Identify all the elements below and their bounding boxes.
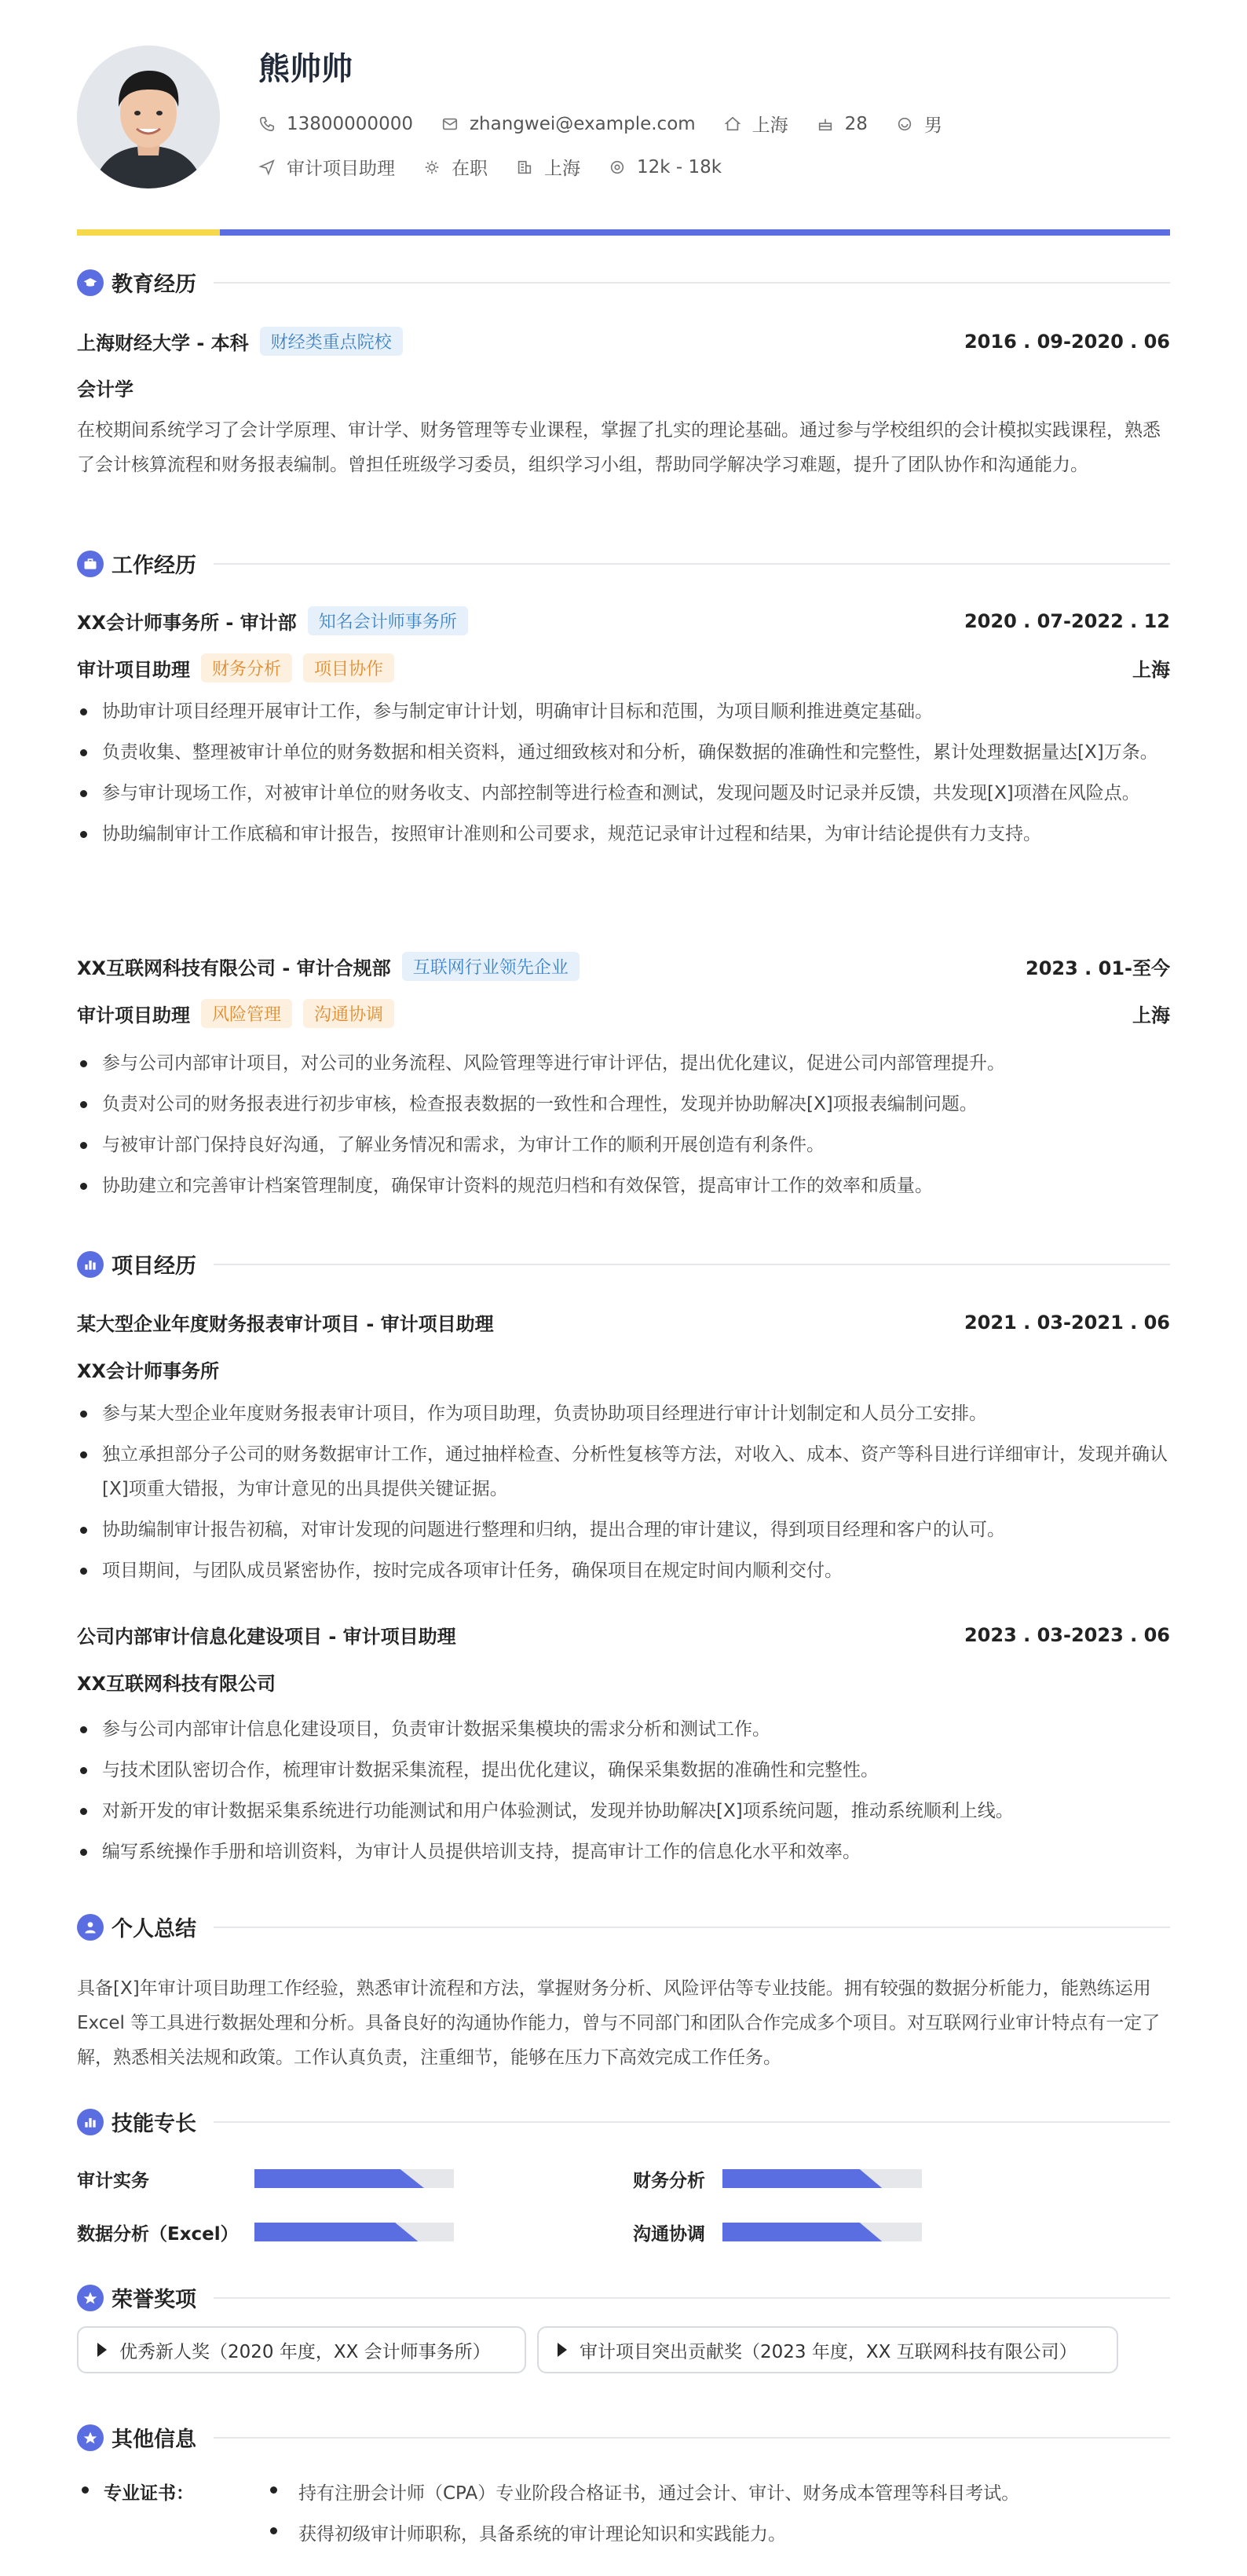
project-date: 2021 . 03-2021 . 06	[964, 1311, 1170, 1334]
project-org: XX会计师事务所	[77, 1360, 220, 1382]
target-city-text: 上海	[544, 159, 580, 179]
section-title: 技能专长	[112, 2112, 196, 2136]
school-name: 上海财经大学 - 本科	[77, 332, 249, 354]
education-date: 2016 . 09-2020 . 06	[964, 330, 1170, 353]
section-other	[77, 2422, 1170, 2453]
building-icon	[516, 159, 533, 176]
list-item: 协助编制审计报告初稿，对审计发现的问题进行整理和归纳，提出合理的审计建议，得到项目经理和客户的认可。	[77, 1513, 1170, 1547]
briefcase-icon	[77, 551, 104, 577]
skill-bar-fill	[722, 2223, 882, 2241]
position-item	[258, 154, 395, 180]
skill-bar-fill	[722, 2169, 882, 2188]
list-item: 参与审计现场工作，对被审计单位的财务收支、内部控制等进行检查和测试，发现问题及时记录并反馈，共发现[X]项潜在风险点。	[77, 776, 1170, 810]
city-text: 上海	[751, 115, 788, 136]
skill-label: 数据分析（Excel）	[77, 2224, 239, 2245]
cert-item: 持有注册会计师（CPA）专业阶段合格证书，通过会计、审计、财务成本管理等科目考试。	[298, 2483, 1020, 2504]
list-item: 参与公司内部审计信息化建设项目，负责审计数据采集模块的需求分析和测试工作。	[77, 1712, 1170, 1747]
skill-tag: 项目协作	[303, 653, 394, 682]
project-name: 某大型企业年度财务报表审计项目 - 审计项目助理	[77, 1313, 494, 1335]
project-bullets	[77, 1396, 1170, 1588]
job-intent-row	[258, 154, 750, 180]
candidate-name: 熊帅帅	[258, 51, 353, 87]
job-bullets	[77, 1046, 1170, 1203]
project-header	[77, 1621, 1170, 1648]
header-divider	[77, 229, 1170, 236]
play-icon	[558, 2343, 567, 2357]
honor-chip	[537, 2326, 1118, 2373]
list-item: 协助编制审计工作底稿和审计报告，按照审计准则和公司要求，规范记录审计过程和结果，为审计结论提供有力支持。	[77, 817, 1170, 851]
age-text: 28	[844, 113, 868, 134]
project-org-row	[77, 1356, 1170, 1383]
list-item: 负责对公司的财务报表进行初步审核，检查报表数据的一致性和合理性，发现并协助解决[X]项报表编制问题。	[77, 1087, 1170, 1122]
project-org-row	[77, 1668, 1170, 1696]
skill-item	[633, 2219, 705, 2245]
list-item: 独立承担部分子公司的财务数据审计工作，通过抽样检查、分析性复核等方法，对收入、成本、资产等科目进行详细审计，发现并确认[X]项重大错报，为审计意见的出具提供关键证据。	[77, 1437, 1170, 1506]
skill-bar	[254, 2223, 454, 2241]
section-skills	[77, 2106, 1170, 2137]
company-name: XX会计师事务所 - 审计部	[77, 612, 297, 634]
salary-item	[609, 157, 722, 177]
honor-text: 审计项目突出贡献奖（2023 年度，XX 互联网科技有限公司）	[580, 2341, 1077, 2362]
job-header	[77, 952, 1170, 981]
phone-item	[258, 114, 413, 134]
school-tag: 财经类重点院校	[260, 327, 403, 356]
list-item: 参与公司内部审计项目，对公司的业务流程、风险管理等进行审计评估，提出优化建议，促进公司内部管理提升。	[77, 1046, 1170, 1081]
summary-text: 具备[X]年审计项目助理工作经验，熟悉审计流程和方法，掌握财务分析、风险评估等专业技能。拥有较强的数据分析能力，能熟练运用 Excel 等工具进行数据处理和分析。具备良好的沟通协作能力，曾与不同部门和团队合作完成多个项目。对互联网行业审计特点有一定了解，熟悉相关法规和政策。工作认真负责，注重细节，能够在压力下高效完成工作任务。	[77, 1978, 1161, 2068]
project-date: 2023 . 03-2023 . 06	[964, 1623, 1170, 1646]
cake-icon	[817, 115, 834, 133]
email-item	[441, 114, 696, 134]
company-name: XX互联网科技有限公司 - 审计合规部	[77, 957, 391, 979]
company-tag: 知名会计师事务所	[308, 606, 468, 635]
job-location: 上海	[1132, 1004, 1170, 1026]
education-header	[77, 327, 1170, 356]
section-honors	[77, 2282, 1170, 2313]
section-projects	[77, 1249, 1170, 1279]
gender-text: 男	[923, 115, 942, 136]
send-icon	[258, 159, 276, 176]
section-summary	[77, 1912, 1170, 1942]
skill-label: 沟通协调	[633, 2224, 705, 2245]
skill-tag: 沟通协调	[303, 999, 394, 1028]
phone-icon	[258, 115, 276, 133]
mail-icon	[441, 115, 459, 133]
award-icon	[77, 2424, 104, 2451]
target-city-item	[516, 154, 580, 180]
status-text: 在职	[452, 159, 488, 179]
section-title: 项目经历	[112, 1254, 196, 1279]
section-title: 个人总结	[112, 1917, 196, 1941]
skill-bar	[722, 2169, 922, 2188]
position-text: 审计项目助理	[287, 159, 395, 179]
email-text: zhangwei@example.com	[469, 113, 696, 134]
project-bullets	[77, 1712, 1170, 1869]
skill-bar	[722, 2223, 922, 2241]
gear-icon	[423, 159, 441, 176]
education-desc: 在校期间系统学习了会计学原理、审计学、财务管理等专业课程，掌握了扎实的理论基础。通过参与学校组织的会计模拟实践课程，熟悉了会计核算流程和财务报表编制。曾担任班级学习委员，组织学习小组，帮助同学解决学习难题，提升了团队协作和沟通能力。	[77, 420, 1161, 475]
list-item: 与技术团队密切合作，梳理审计数据采集流程，提出优化建议，确保采集数据的准确性和完整性。	[77, 1753, 1170, 1787]
skill-bar-fill	[254, 2169, 424, 2188]
section-work	[77, 548, 1170, 579]
job-role: 审计项目助理	[77, 1004, 190, 1026]
list-item: 与被审计部门保持良好沟通，了解业务情况和需求，为审计工作的顺利开展创造有利条件。	[77, 1128, 1170, 1162]
salary-text: 12k - 18k	[637, 156, 722, 177]
user-icon	[77, 1914, 104, 1941]
job-date: 2020 . 07-2022 . 12	[964, 609, 1170, 632]
section-title: 教育经历	[112, 273, 196, 297]
gender-icon	[896, 115, 913, 133]
phone-text: 13800000000	[287, 113, 413, 134]
coin-icon	[609, 159, 626, 176]
project-org: XX互联网科技有限公司	[77, 1673, 276, 1695]
major-name: 会计学	[77, 379, 133, 401]
job-role-row	[77, 653, 1170, 682]
job-role-row	[77, 999, 1170, 1028]
list-item: 协助审计项目经理开展审计工作，参与制定审计计划，明确审计目标和范围，为项目顺利推进奠定基础。	[77, 694, 1170, 729]
avatar	[77, 46, 220, 188]
skill-item	[77, 2219, 239, 2245]
job-location: 上海	[1132, 659, 1170, 681]
job-header	[77, 606, 1170, 635]
skill-label: 财务分析	[633, 2171, 705, 2191]
project-name: 公司内部审计信息化建设项目 - 审计项目助理	[77, 1626, 456, 1648]
gender-item	[896, 111, 942, 137]
honor-chip	[77, 2326, 526, 2373]
section-title: 其他信息	[112, 2428, 196, 2452]
play-icon	[97, 2343, 107, 2357]
list-item: 参与某大型企业年度财务报表审计项目，作为项目助理，负责协助项目经理进行审计计划制定和人员分工安排。	[77, 1396, 1170, 1431]
status-item	[423, 154, 488, 180]
company-tag: 互联网行业领先企业	[402, 952, 580, 981]
contact-row	[258, 111, 971, 137]
cert-label: 专业证书：	[104, 2483, 194, 2504]
chart-bars-icon	[77, 1251, 104, 1278]
skill-tag: 风险管理	[201, 999, 292, 1028]
list-item: 项目期间，与团队成员紧密协作，按时完成各项审计任务，确保项目在规定时间内顺利交付。	[77, 1553, 1170, 1588]
skill-item	[633, 2166, 705, 2192]
cert-item: 获得初级审计师职称，具备系统的审计理论知识和实践能力。	[298, 2524, 786, 2545]
skill-bar	[254, 2169, 454, 2188]
honor-text: 优秀新人奖（2020 年度，XX 会计师事务所）	[119, 2341, 491, 2362]
section-education	[77, 267, 1170, 298]
city-item	[724, 111, 788, 137]
section-title: 荣誉奖项	[112, 2288, 196, 2312]
list-item: 协助建立和完善审计档案管理制度，确保审计资料的规范归档和有效保管，提高审计工作的效率和质量。	[77, 1169, 1170, 1203]
section-title: 工作经历	[112, 554, 196, 578]
job-date: 2023 . 01-至今	[1026, 957, 1170, 979]
chart-bars-icon	[77, 2109, 104, 2135]
skill-item	[77, 2166, 149, 2192]
major-row	[77, 374, 1170, 401]
list-item: 负责收集、整理被审计单位的财务数据和相关资料，通过细致核对和分析，确保数据的准确性和完整性，累计处理数据量达[X]万条。	[77, 735, 1170, 770]
award-icon	[77, 2285, 104, 2311]
list-item: 编写系统操作手册和培训资料，为审计人员提供培训支持，提高审计工作的信息化水平和效率。	[77, 1835, 1170, 1869]
graduation-cap-icon	[77, 269, 104, 296]
age-item	[817, 114, 868, 134]
job-role: 审计项目助理	[77, 659, 190, 681]
skill-tag: 财务分析	[201, 653, 292, 682]
list-item: 对新开发的审计数据采集系统进行功能测试和用户体验测试，发现并协助解决[X]项系统问题，推动系统顺利上线。	[77, 1794, 1170, 1828]
project-header	[77, 1308, 1170, 1336]
job-bullets	[77, 694, 1170, 851]
skill-label: 审计实务	[77, 2171, 149, 2191]
home-icon	[724, 115, 741, 133]
skill-bar-fill	[254, 2223, 418, 2241]
